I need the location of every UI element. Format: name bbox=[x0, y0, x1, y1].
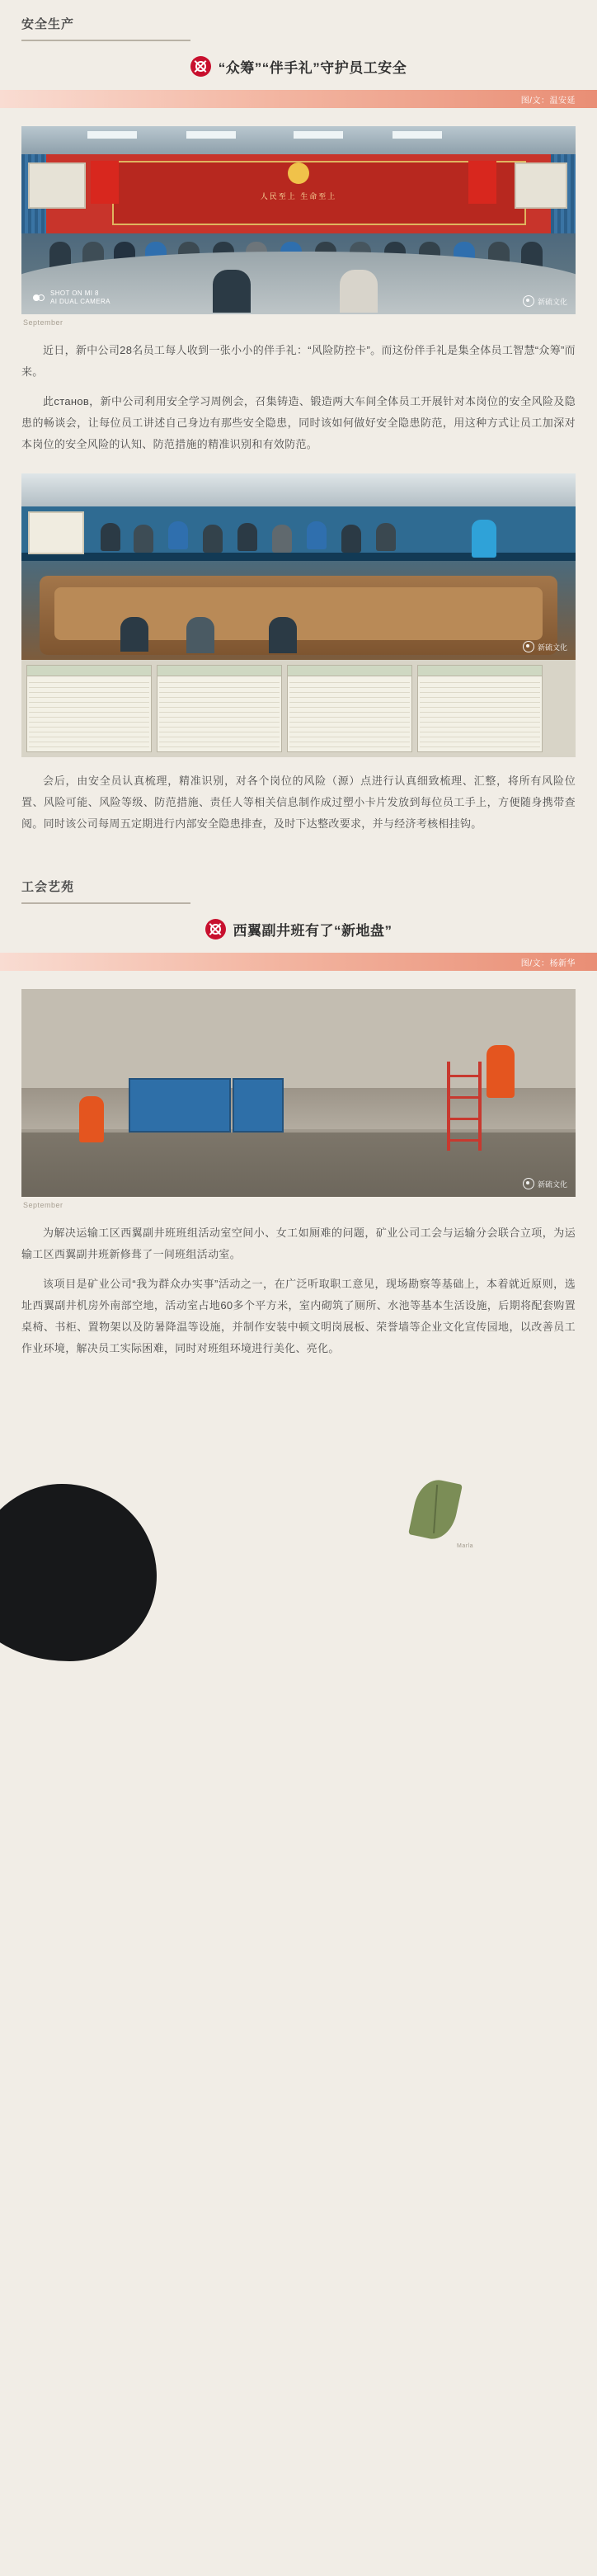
photo-risk-control-cards bbox=[21, 660, 576, 757]
photo-worker-painting bbox=[21, 989, 576, 1197]
photo-meeting-room: 人民至上 生命至上 SHOT ON MI 8 AI DUAL CAMERA 新硫文化 bbox=[21, 126, 576, 314]
watermark-icon bbox=[523, 295, 534, 307]
paragraph: 为解决运输工区西翼副井班班组活动室空间小、女工如厕难的问题，矿业公司工会与运输分会联合立项，为运输工区西翼副井班新修葺了一间班组活动室。 bbox=[21, 1227, 576, 1260]
paragraph: 此станов，新中公司利用安全学习周例会，召集铸造、锻造两大车间全体员工开展针对本岗位的安全风险及隐患的畅谈会，让每位员工讲述自己身边有那些安全隐患，同时该如何做好安全隐患防范，用这种方式让员工加深对本岗位的安全风险的认知、防范措施的精准识别和有效防范。 bbox=[21, 395, 576, 450]
watermark bbox=[523, 1178, 567, 1189]
watermark bbox=[523, 295, 567, 307]
camera-stamp-line2: AI DUAL CAMERA bbox=[50, 298, 110, 305]
black-blob-shape bbox=[0, 1484, 157, 1661]
photo-block-1 bbox=[21, 126, 576, 327]
credit-text: 图/文：杨新华 bbox=[520, 958, 576, 968]
watermark bbox=[523, 641, 567, 652]
section-heading-label: 安全生产 bbox=[21, 17, 75, 31]
photo-block-3 bbox=[21, 660, 576, 757]
camera-stamp-line1: SHOT ON MI 8 bbox=[50, 290, 99, 297]
section-heading-union bbox=[0, 863, 597, 904]
watermark-icon bbox=[523, 641, 534, 652]
watermark-icon bbox=[523, 1178, 534, 1189]
credit-text: 图/文：温安延 bbox=[520, 96, 576, 106]
leaf-caption: Marla bbox=[456, 1543, 473, 1549]
propeller-icon bbox=[205, 919, 226, 940]
article-body-1b bbox=[0, 757, 597, 835]
photo-month-label: September bbox=[23, 318, 63, 327]
watermark-label: 新硫文化 bbox=[537, 643, 567, 652]
watermark-label: 新硫文化 bbox=[537, 297, 567, 306]
article-title-row-1 bbox=[0, 41, 597, 90]
section-heading-label: 工会艺苑 bbox=[21, 880, 75, 894]
watermark-label: 新硫文化 bbox=[537, 1180, 567, 1189]
credit-bar-1 bbox=[0, 90, 597, 108]
photo-block-2 bbox=[21, 473, 576, 660]
paragraph: 会后，由安全员认真梳理，精准识别，对各个岗位的风险（源）点进行认真细致梳理、汇整，将所有风险位置、风险可能、风险等级、防范措施、责任人等相关信息制作成过塑小卡片发放到每位员工手上，方便随身携带查阅。同时该公司每周五定期进行内部安全隐患排查，及时下达整改要求，并与经济考核相挂钩。 bbox=[21, 775, 576, 830]
article-title: 西翼副井班有了“新地盘” bbox=[233, 923, 393, 939]
leaf-icon bbox=[408, 1476, 463, 1542]
credit-bar-2 bbox=[0, 953, 597, 971]
camera-lens-icon bbox=[33, 294, 45, 301]
paragraph: 该项目是矿业公司“我为群众办实事”活动之一，在广泛听取职工意见，现场勘察等基础上，本着就近原则，选址西翼副井机房外南部空地，活动室占地60多个平方米，室内砌筑了厕所、水池等基本生活设施，后期将配套购置桌椅、书柜、置物架以及防暑降温等设施，并制作安装中顿文明岗展板、荣誉墙等企业文化宣传园地，以改善员工作业环境，解决员工实际困难，同时对班组环境进行美化、亮化。 bbox=[21, 1278, 576, 1354]
section-heading-safety bbox=[0, 0, 597, 41]
paragraph: 近日，新中公司28名员工每人收到一张小小的伴手礼：“风险防控卡”。而这份伴手礼是集全体员工智慧“众筹”而来。 bbox=[21, 344, 576, 378]
footer-decoration bbox=[0, 1381, 597, 1628]
photo-block-4 bbox=[21, 989, 576, 1209]
article-body-2 bbox=[0, 1209, 597, 1359]
photo-long-table-meeting bbox=[21, 473, 576, 660]
propeller-icon bbox=[190, 56, 211, 77]
article-title: “众筹”“伴手礼”守护员工安全 bbox=[218, 60, 407, 76]
photo-month-label: September bbox=[23, 1201, 63, 1209]
camera-stamp bbox=[33, 290, 110, 306]
article-title-row-2 bbox=[0, 904, 597, 953]
article-body-1 bbox=[0, 327, 597, 455]
